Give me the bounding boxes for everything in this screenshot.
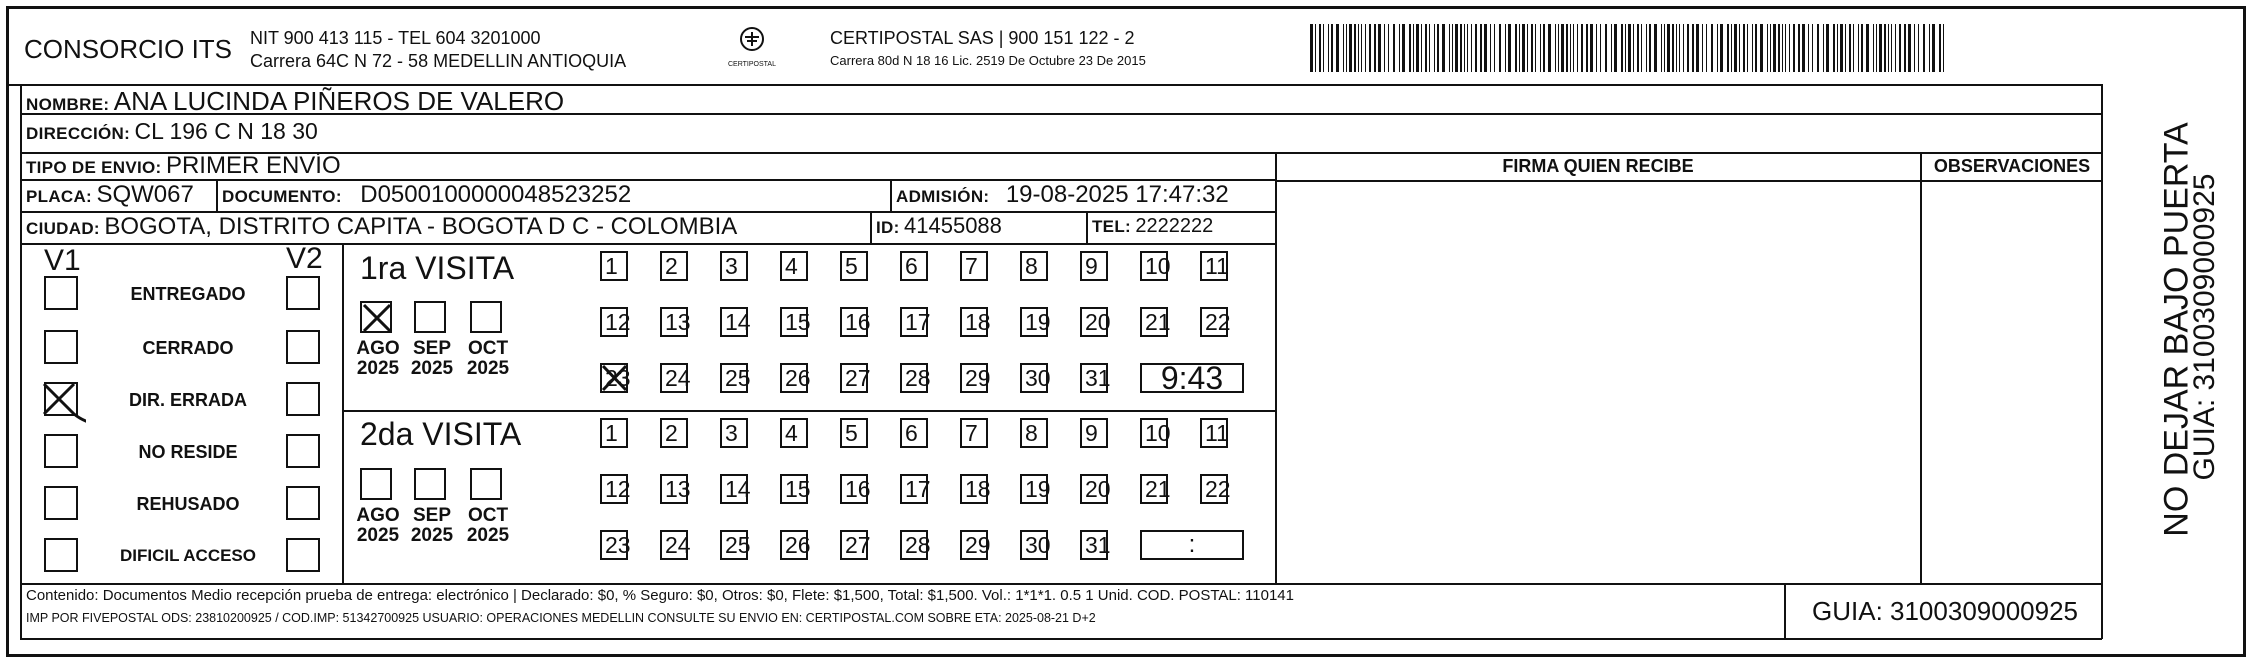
visit1-day-box[interactable]: 31: [1080, 363, 1108, 393]
visit1-day-box[interactable]: [600, 363, 631, 393]
visit1-month-label: AGO 2025: [356, 338, 400, 379]
footer-guia: GUIA: 3100309000925: [1812, 596, 2078, 626]
visit2-day-box[interactable]: 13: [660, 474, 688, 504]
status-v2-checkbox[interactable]: [286, 330, 320, 364]
ciudad-label: CIUDAD:: [26, 219, 100, 238]
documento-label: DOCUMENTO:: [222, 187, 342, 206]
visit2-day-box[interactable]: 8: [1020, 418, 1048, 448]
visit2-day-box[interactable]: 27: [840, 530, 868, 560]
visit2-day-box[interactable]: 4: [780, 418, 808, 448]
nombre-label: NOMBRE:: [26, 95, 110, 114]
visit1-day-box[interactable]: 16: [840, 307, 868, 337]
visit1-day-box[interactable]: 2: [660, 251, 688, 281]
tel-row: [1092, 215, 1213, 238]
visit2-day-box[interactable]: 15: [780, 474, 808, 504]
visit2-month-checkbox[interactable]: [414, 468, 446, 500]
logo-icon: [735, 26, 769, 56]
visit1-day-box[interactable]: 1: [600, 251, 628, 281]
visit1-day-box[interactable]: 25: [720, 363, 748, 393]
visit2-day-box[interactable]: 2: [660, 418, 688, 448]
status-v1-checkbox[interactable]: [44, 486, 78, 520]
status-v2-checkbox[interactable]: [286, 434, 320, 468]
visit2-day-box[interactable]: 11: [1200, 418, 1228, 448]
visit1-day-box[interactable]: 20: [1080, 307, 1108, 337]
id-value: 41455088: [904, 213, 1002, 238]
visit2-day-box[interactable]: 16: [840, 474, 868, 504]
status-option-label: NO RESIDE: [138, 442, 238, 462]
id-label: ID:: [876, 218, 900, 237]
visit1-day-box[interactable]: 11: [1200, 251, 1228, 281]
visit2-day-box[interactable]: 7: [960, 418, 988, 448]
status-v1-checkbox[interactable]: [44, 538, 78, 572]
visit2-day-box[interactable]: 6: [900, 418, 928, 448]
visit1-day-box[interactable]: 10: [1140, 251, 1168, 281]
ciudad-row: [26, 213, 737, 241]
visit2-day-box[interactable]: 1: [600, 418, 628, 448]
company-address: Carrera 64C N 72 - 58 MEDELLIN ANTIOQUIA: [250, 51, 627, 71]
visit2-day-box[interactable]: 18: [960, 474, 988, 504]
visit1-day-box[interactable]: 19: [1020, 307, 1048, 337]
status-option-label: ENTREGADO: [130, 284, 246, 304]
visit1-month-label: SEP 2025: [410, 338, 454, 379]
footer-imp: IMP POR FIVEPOSTAL ODS: 23810200925 / COD.IMP: 51342700925 USUARIO: OPERACIONES MEDELLIN CONSULTE SU ENVIO EN: CERTIPOSTAL.COM SOBRE ETA: 2025-08-21 D+2: [26, 611, 1096, 625]
visit1-day-box[interactable]: 22: [1200, 307, 1228, 337]
visit1-day-box[interactable]: 4: [780, 251, 808, 281]
visit2-day-box[interactable]: 20: [1080, 474, 1108, 504]
visit2-title: 2da VISITA: [360, 416, 522, 452]
visit1-day-box[interactable]: 28: [900, 363, 928, 393]
visit1-day-box[interactable]: 9: [1080, 251, 1108, 281]
barcode: [1310, 24, 1944, 72]
visit2-day-box[interactable]: 10: [1140, 418, 1168, 448]
admision-value: 19-08-2025 17:47:32: [1005, 181, 1229, 208]
ciudad-value: BOGOTA, DISTRITO CAPITA - BOGOTA D C - COLOMBIA: [104, 213, 738, 240]
visit2-month-label: OCT 2025: [466, 505, 510, 546]
tipo-label: TIPO DE ENVIO:: [26, 158, 162, 177]
visit1-day-box[interactable]: 27: [840, 363, 868, 393]
visit1-month-checkbox[interactable]: [470, 301, 502, 333]
visit1-time-box[interactable]: 9:43: [1140, 363, 1244, 393]
status-option-label: CERRADO: [142, 338, 234, 358]
visit1-day-box[interactable]: 13: [660, 307, 688, 337]
visit1-day-box[interactable]: 18: [960, 307, 988, 337]
visit1-day-text: 23: [605, 365, 631, 391]
direccion-row: [26, 118, 318, 145]
visit2-month-checkbox[interactable]: [470, 468, 502, 500]
status-v1-checkbox[interactable]: [44, 330, 78, 364]
tipo-value: PRIMER ENVÍO: [165, 152, 341, 179]
direccion-value: CL 196 C N 18 30: [134, 118, 318, 144]
status-v2-checkbox[interactable]: [286, 538, 320, 572]
visit1-day-box[interactable]: 5: [840, 251, 868, 281]
visit2-day-box[interactable]: 25: [720, 530, 748, 560]
visit2-day-box[interactable]: 21: [1140, 474, 1168, 504]
no-dejar-text: NO DEJAR BAJO PUERTA: [2157, 122, 2196, 537]
v2-header: V2: [286, 242, 323, 275]
documento-row: [222, 181, 631, 209]
status-v1-checkbox[interactable]: [44, 434, 78, 468]
status-v2-checkbox[interactable]: [286, 276, 320, 310]
visit1-month-checkbox[interactable]: [414, 301, 446, 333]
company-name: CONSORCIO ITS: [24, 34, 233, 64]
placa-value: SQW067: [96, 181, 194, 208]
visit1-day-box[interactable]: 17: [900, 307, 928, 337]
visit1-month-checkbox[interactable]: [360, 301, 392, 333]
visit2-day-box[interactable]: 22: [1200, 474, 1228, 504]
visit2-month-checkbox[interactable]: [360, 468, 392, 500]
v1-header: V1: [44, 244, 81, 277]
visit2-day-box[interactable]: 17: [900, 474, 928, 504]
admision-row: [896, 181, 1229, 209]
status-v2-checkbox[interactable]: [286, 382, 320, 416]
visit1-day-box[interactable]: 30: [1020, 363, 1048, 393]
placa-row: [26, 181, 194, 209]
visit1-day-box[interactable]: 14: [720, 307, 748, 337]
documento-value: D0500100000048523252: [360, 181, 632, 208]
tel-label: TEL:: [1092, 217, 1131, 236]
visit1-day-box[interactable]: 24: [660, 363, 688, 393]
id-row: [876, 213, 1002, 239]
visit2-month-label: AGO 2025: [356, 505, 400, 546]
placa-label: PLACA:: [26, 187, 93, 206]
visit1-day-box[interactable]: 6: [900, 251, 928, 281]
visit2-time-box[interactable]: :: [1140, 530, 1244, 560]
visit2-day-box[interactable]: 23: [600, 530, 628, 560]
admision-label: ADMISIÓN:: [896, 187, 990, 206]
certipostal-logo: [728, 26, 776, 74]
nombre-row: [26, 86, 564, 117]
status-v2-checkbox[interactable]: [286, 486, 320, 520]
visit2-day-box[interactable]: 31: [1080, 530, 1108, 560]
visit1-day-box[interactable]: 29: [960, 363, 988, 393]
visit1-day-box[interactable]: 7: [960, 251, 988, 281]
footer-contenido: Contenido: Documentos Medio recepción prueba de entrega: electrónico | Declarado: $0, % Seguro: $0, Otros: $0, Flete: $1,500, Total: $1,500. Vol.: 1*1*1. 0.5 1 Unid. COD. POSTAL: 110141: [26, 587, 1294, 604]
visit2-day-box[interactable]: 12: [600, 474, 628, 504]
visit2-day-box[interactable]: 28: [900, 530, 928, 560]
visit2-day-box[interactable]: 14: [720, 474, 748, 504]
firma-header: FIRMA QUIEN RECIBE: [1502, 156, 1694, 176]
status-option-label: REHUSADO: [136, 494, 240, 514]
company-nit: NIT 900 413 115 - TEL 604 3201000: [250, 28, 541, 48]
status-option-label: DIFICIL ACCESO: [119, 546, 256, 565]
tel-value: 2222222: [1135, 215, 1214, 237]
visit1-day-box[interactable]: 15: [780, 307, 808, 337]
direccion-label: DIRECCIÓN:: [26, 124, 131, 143]
visit2-month-label: SEP 2025: [410, 505, 454, 546]
carrier-address: Carrera 80d N 18 16 Lic. 2519 De Octubre 23 De 2015: [830, 53, 1146, 68]
visit1-day-box[interactable]: 3: [720, 251, 748, 281]
side-note: [2110, 90, 2240, 580]
nombre-value: ANA LUCINDA PIÑEROS DE VALERO: [113, 86, 565, 116]
side-guia-text: GUIA: 3100309000925: [2188, 173, 2221, 481]
visit1-month-label: OCT 2025: [466, 338, 510, 379]
status-option-label: DIR. ERRADA: [128, 390, 247, 410]
visit1-day-box[interactable]: 26: [780, 363, 808, 393]
visit1-title: 1ra VISITA: [360, 250, 515, 286]
status-v1-checkbox[interactable]: [44, 276, 78, 310]
visit2-day-box[interactable]: 3: [720, 418, 748, 448]
status-v1-checkbox[interactable]: [44, 382, 78, 416]
logo-text: CERTIPOSTAL: [728, 61, 776, 68]
visit2-day-box[interactable]: 24: [660, 530, 688, 560]
visit1-day-box[interactable]: 8: [1020, 251, 1048, 281]
tipo-row: [26, 152, 341, 180]
visit2-day-box[interactable]: 30: [1020, 530, 1048, 560]
carrier-name: CERTIPOSTAL SAS | 900 151 122 - 2: [830, 28, 1135, 48]
visit1-day-box[interactable]: 12: [600, 307, 628, 337]
visit2-day-box[interactable]: 29: [960, 530, 988, 560]
visit2-day-box[interactable]: 26: [780, 530, 808, 560]
visit2-day-box[interactable]: 5: [840, 418, 868, 448]
observaciones-header: OBSERVACIONES: [1933, 156, 2091, 176]
visit2-day-box[interactable]: 9: [1080, 418, 1108, 448]
visit2-day-box[interactable]: 19: [1020, 474, 1048, 504]
visit1-day-box[interactable]: 21: [1140, 307, 1168, 337]
